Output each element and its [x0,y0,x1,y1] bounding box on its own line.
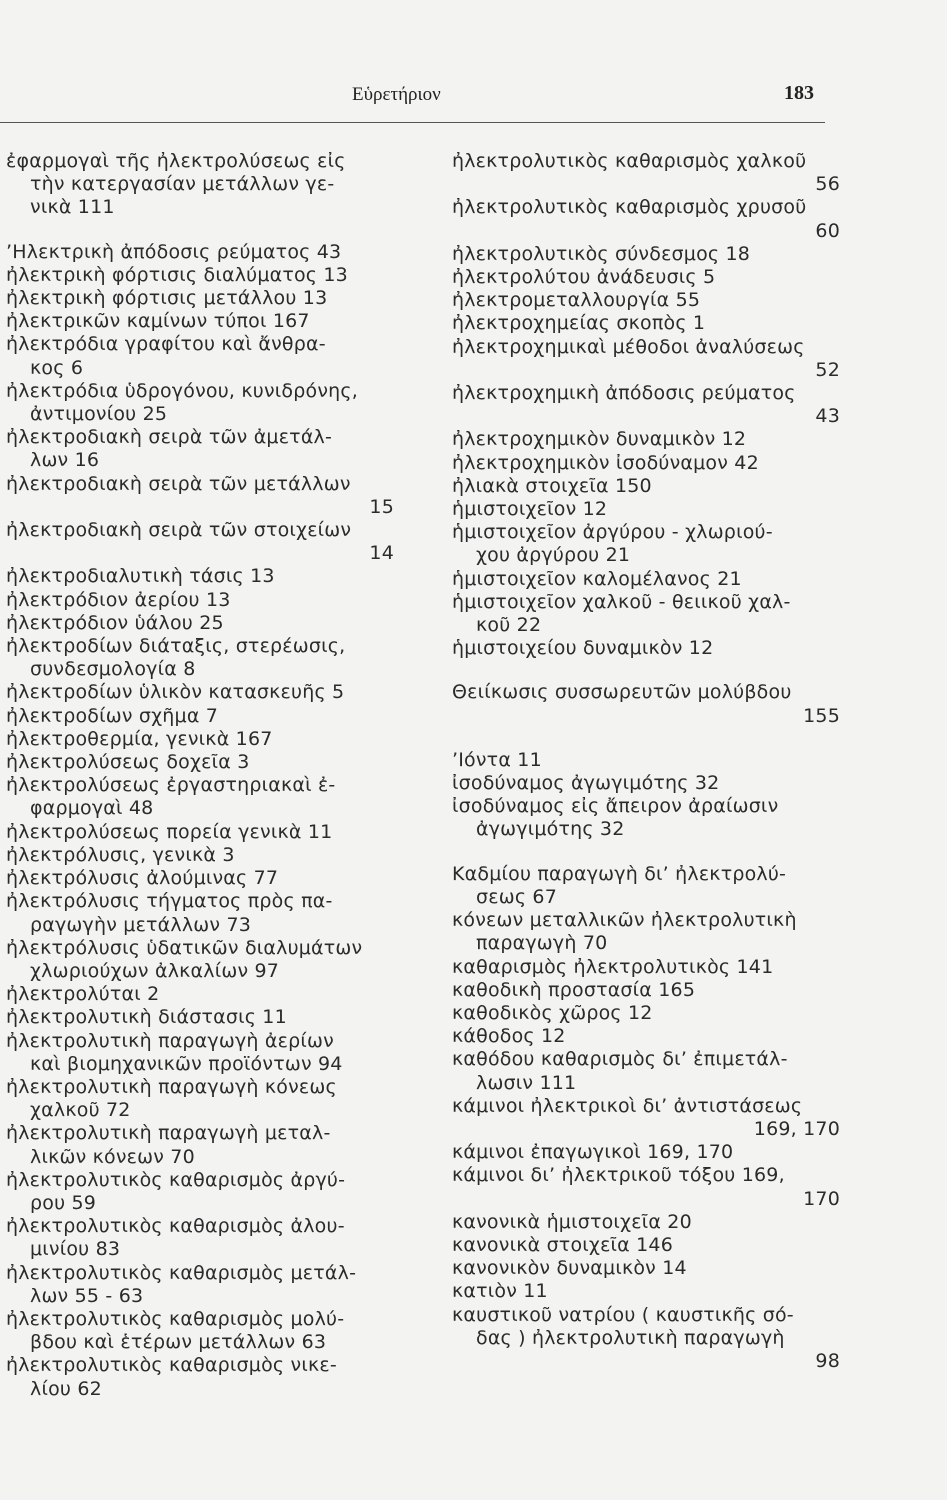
index-entry [452,196,840,242]
index-entry [452,1280,840,1303]
index-entry [452,475,840,498]
index-entry-line: ἠλεκτρομεταλλουργία 55 [452,289,701,312]
index-entry [452,336,840,382]
index-entry-line: χλωριούχων ἀλκαλίων 97 [30,959,280,982]
index-entry [452,266,840,289]
index-entry-line: καθόδου καθαρισμὸς δι’ ἐπιμετάλ- [452,1048,788,1071]
index-entry-line: λων 16 [30,449,100,472]
index-entry [6,1215,394,1261]
index-entry-line: ἐφαρμογαὶ τῆς ἠλεκτρολύσεως εἰς [6,150,346,172]
index-entry-line: ἠλεκτρολύσεως πορεία γενικὰ 11 [6,820,333,843]
index-entry [452,150,840,196]
index-entry-line: καθοδικὴ προστασία 165 [452,978,696,1001]
index-entry-line: φαρμογαὶ 48 [30,797,154,820]
index-entry-line: ἠλεκτρολυτικὸς καθαρισμὸς ἀλου- [6,1215,345,1238]
index-entry-line: ἠλεκτρόλυσις τήγματος πρὸς πα- [6,890,333,913]
index-entry [452,452,840,475]
index-entry [452,312,840,335]
index-entry [6,426,394,472]
index-entry-line: κοῦ 22 [476,614,542,637]
index-entry-line: 43 [815,405,840,428]
index-entry-line: 14 [369,542,394,565]
index-entry-line: 170 [803,1187,840,1210]
index-entry [6,1030,394,1076]
index-entry-line: ἡμιστοιχεῖον 12 [452,498,608,521]
page-header [0,78,825,118]
index-entry-line: ραγωγὴν μετάλλων 73 [30,913,252,936]
index-entry-line: κανονικὰ στοιχεῖα 146 [452,1233,674,1256]
index-entry [452,749,840,772]
index-entry-line: λωσιν 111 [476,1071,577,1094]
index-entry [6,264,394,287]
index-entry [6,867,394,890]
index-entry-line: συνδεσμολογία 8 [30,658,196,681]
index-entry-line: ἠλεκτρόδιον ὑάλου 25 [6,611,224,634]
index-entry-line: κάμινοι ἐπαγωγικοὶ 169, 170 [452,1141,734,1164]
index-entry-line: ἠλεκτροχημικὸν δυναμικὸν 12 [452,428,747,451]
index-entry-line: ’Ιόντα 11 [452,748,542,771]
index-entry [452,1304,840,1374]
index-entry-line: κάμινοι δι’ ἠλεκτρικοῦ τόξου 169, [452,1164,785,1187]
index-entry [6,821,394,844]
header-rule [0,122,825,123]
index-entry [452,591,840,637]
index-entry [452,1095,840,1141]
index-entry-line: ἠλεκτρόλυσις ὑδατικῶν διαλυμάτων [6,936,363,959]
index-entry-line: ἠλεκτρικῶν καμίνων τύποι 167 [6,310,310,333]
index-entry-line: ἠλεκτροδιαλυτικὴ τάσις 13 [6,565,275,588]
index-entry [6,1006,394,1029]
index-entry-line: 52 [815,358,840,381]
index-entry [452,382,840,428]
index-entry-line: ἠλεκτρικὴ φόρτισις διαλύματος 13 [6,263,348,286]
index-entry-line: ἠλεκτροδίων ὑλικὸν κατασκευῆς 5 [6,681,345,704]
index-entry-line: ἠλεκτροδιακὴ σειρὰ τῶν μετάλλων [6,472,351,495]
index-entry-line: 155 [803,704,840,727]
index-entry [452,681,840,727]
index-entry-line: καθοδικὸς χῶρος 12 [452,1001,653,1024]
index-entry-line: ἠλεκτρόδια ὑδρογόνου, κυνιδρόνης, [6,379,358,402]
index-entry-line: ἠλεκτρολύται 2 [6,983,160,1006]
index-entry-line: ἠλεκτροδιακὴ σειρὰ τῶν στοιχείων [6,519,352,542]
index-entry-line: κάθοδος 12 [452,1025,566,1048]
index-entry-line: ἠλεκτροθερμία, γενικὰ 167 [6,727,273,750]
index-entry [6,705,394,728]
index-entry-line: ἡμιστοιχεῖον καλομέλανος 21 [452,567,742,590]
index-entry [452,909,840,955]
index-entry-line: ἠλεκτρόδια γραφίτου καὶ ἄνθρα- [6,333,326,356]
index-entry-line: καυστικοῦ νατρίου ( καυστικῆς σό- [452,1303,794,1326]
index-entry [6,728,394,751]
index-entry-line: ἀντιμονίου 25 [30,403,168,426]
index-entry-line: κατιὸν 11 [452,1280,548,1303]
index-entry-line: ἠλεκτρόδιον ἀερίου 13 [6,588,231,611]
index-entry [6,1122,394,1168]
index-entry [6,774,394,820]
index-entry [6,310,394,333]
index-entry [6,589,394,612]
index-entry [452,428,840,451]
index-entry-line: μινίου 83 [30,1238,121,1261]
index-entry-line: ἠλεκτρολύσεως ἐργαστηριακαὶ ἐ- [6,774,336,797]
index-entry-line: κανονικὰ ἡμιστοιχεῖα 20 [452,1210,692,1233]
index-entry-line: ἠλεκτροδίων διάταξις, στερέωσις, [6,635,346,658]
index-entry [452,498,840,521]
index-entry [452,1141,840,1164]
index-entry-line: ’Ηλεκτρικὴ ἀπόδοσις ρεύματος 43 [6,240,342,263]
index-entry [6,1169,394,1215]
index-entry-line: Καδμίου παραγωγὴ δι’ ἠλεκτρολύ- [452,862,787,885]
index-entry-line: ἠλεκτρολυτικὸς σύνδεσμος 18 [452,242,751,265]
index-entry-line: παραγωγὴ 70 [476,932,608,955]
index-entry [452,1164,840,1210]
index-entry-line: κος 6 [30,356,84,379]
index-entry [6,635,394,681]
index-entry [452,1257,840,1280]
index-entry-line: ἠλεκτρολυτικὸς καθαρισμὸς μολύ- [6,1307,345,1330]
index-entry-line: ἠλεκτροδιακὴ σειρὰ τῶν ἀμετάλ- [6,426,333,449]
index-entry-line: χαλκοῦ 72 [30,1099,131,1122]
index-entry [452,1025,840,1048]
index-entry [452,243,840,266]
index-entry [452,637,840,660]
index-entry-line: τὴν κατεργασίαν μετάλλων γε- [30,173,335,196]
index-entry-line: δας ) ἠλεκτρολυτικὴ παραγωγὴ [476,1326,785,1349]
index-entry-line: ἠλεκτροχημείας σκοπὸς 1 [452,312,706,335]
index-entry-line: νικὰ 111 [30,196,115,219]
index-entry-line: ἠλεκτρολυτικὴ παραγωγὴ μεταλ- [6,1122,331,1145]
index-entry-line: ἠλεκτροχημικαὶ μέθοδοι ἀναλύσεως [452,335,805,358]
index-entry [452,772,840,795]
index-entry-line: λων 55 - 63 [30,1284,144,1307]
index-entry-line: βδου καὶ ἑτέρων μετάλλων 63 [30,1331,327,1354]
index-entry [452,979,840,1002]
index-entry [6,890,394,936]
index-entry-line: ἰσοδύναμος ἀγωγιμότης 32 [452,772,720,795]
index-entry-line: ἠλεκτρολυτικὸς καθαρισμὸς χαλκοῦ [452,150,807,172]
index-entry-line: καὶ βιομηχανικῶν προϊόντων 94 [30,1052,343,1075]
index-entry-line: Θειίκωσις συσσωρευτῶν μολύβδου [452,681,792,704]
page-number: 183 [784,82,814,104]
index-entry-line: κάμινοι ἠλεκτρικοὶ δι’ ἀντιστάσεως [452,1094,803,1117]
index-entry-line: ἠλεκτρολυτικὴ παραγωγὴ κόνεως [6,1075,337,1098]
index-entry-line: ἠλεκτρολυτικὸς καθαρισμὸς μετάλ- [6,1261,357,1284]
index-entry [452,1234,840,1257]
index-entry-line: 60 [815,219,840,242]
index-entry [6,681,394,704]
index-entry [6,937,394,983]
index-entry-line: λικῶν κόνεων 70 [30,1145,195,1168]
index-entry-line: ἡμιστοιχείου δυναμικὸν 12 [452,637,714,660]
index-entry [452,521,840,567]
index-entry-line: ἠλεκτρολυτικὴ παραγωγὴ ἀερίων [6,1029,334,1052]
index-entry-line: καθαρισμὸς ἠλεκτρολυτικὸς 141 [452,955,774,978]
index-entry [452,956,840,979]
index-entry-line: κόνεων μεταλλικῶν ἠλεκτρολυτικὴ [452,909,797,932]
index-column-left [6,150,394,1401]
index-entry [6,287,394,310]
index-entry [6,380,394,426]
index-entry [6,333,394,379]
index-entry-line: ἀγωγιμότης 32 [476,818,625,841]
index-entry-line: ἠλεκτρόλυσις ἀλούμινας 77 [6,867,279,890]
index-entry-line: ἠλεκτρολύτου ἀνάδευσις 5 [452,266,716,289]
index-entry-line: ἰσοδύναμος εἰς ἄπειρον ἀραίωσιν [452,795,779,818]
index-entry-line: ἠλεκτρόλυσις, γενικὰ 3 [6,843,235,866]
index-entry [452,1002,840,1025]
index-entry-line: 98 [815,1349,840,1372]
index-entry [6,1262,394,1308]
index-entry-line: ἠλεκτρολυτικὸς καθαρισμὸς χρυσοῦ [452,196,807,219]
index-entry-line: ἠλιακὰ στοιχεῖα 150 [452,474,652,497]
index-entry [6,241,394,264]
index-entry [452,1211,840,1234]
index-entry [452,1048,840,1094]
index-entry [6,751,394,774]
index-entry [6,612,394,635]
index-entry-line: ἠλεκτροχημικὸν ἰσοδύναμον 42 [452,451,759,474]
index-entry [452,795,840,841]
index-entry-line: ἡμιστοιχεῖον ἀργύρου - χλωριού- [452,521,773,544]
index-entry-line: ρου 59 [30,1191,97,1214]
index-entry [6,1308,394,1354]
index-entry-line: χου ἀργύρου 21 [476,544,631,567]
index-entry-line: κανονικὸν δυναμικὸν 14 [452,1257,687,1280]
index-entry [6,519,394,565]
index-entry-line: ἠλεκτρικὴ φόρτισις μετάλλου 13 [6,287,328,310]
index-entry [452,289,840,312]
index-entry [6,150,394,220]
index-entry-line: ἠλεκτροδίων σχῆμα 7 [6,704,219,727]
index-entry-line: ἠλεκτρολύσεως δοχεῖα 3 [6,751,250,774]
index-entry [6,983,394,1006]
index-entry-line: 56 [815,173,840,196]
index-entry-line: ἠλεκτρολυτικὸς καθαρισμὸς νικε- [6,1354,337,1377]
index-column-right [452,150,840,1373]
index-entry [6,1076,394,1122]
index-entry [452,863,840,909]
index-entry [6,473,394,519]
index-entry-line: 15 [369,495,394,518]
index-entry-line: λίου 62 [30,1377,102,1400]
index-entry-line: ἠλεκτρολυτικὴ διάστασις 11 [6,1006,287,1029]
index-entry [6,844,394,867]
index-entry-line: ἡμιστοιχεῖον χαλκοῦ - θειικοῦ χαλ- [452,590,791,613]
index-entry [452,568,840,591]
index-entry [6,1354,394,1400]
running-title: Εὑρετήριον [352,84,441,105]
index-entry [6,565,394,588]
index-entry-line: ἠλεκτροχημικὴ ἀπόδοσις ρεύματος [452,382,796,405]
index-entry-line: 169, 170 [753,1117,840,1140]
index-entry-line: σεως 67 [476,885,557,908]
index-entry-line: ἠλεκτρολυτικὸς καθαρισμὸς ἀργύ- [6,1168,346,1191]
